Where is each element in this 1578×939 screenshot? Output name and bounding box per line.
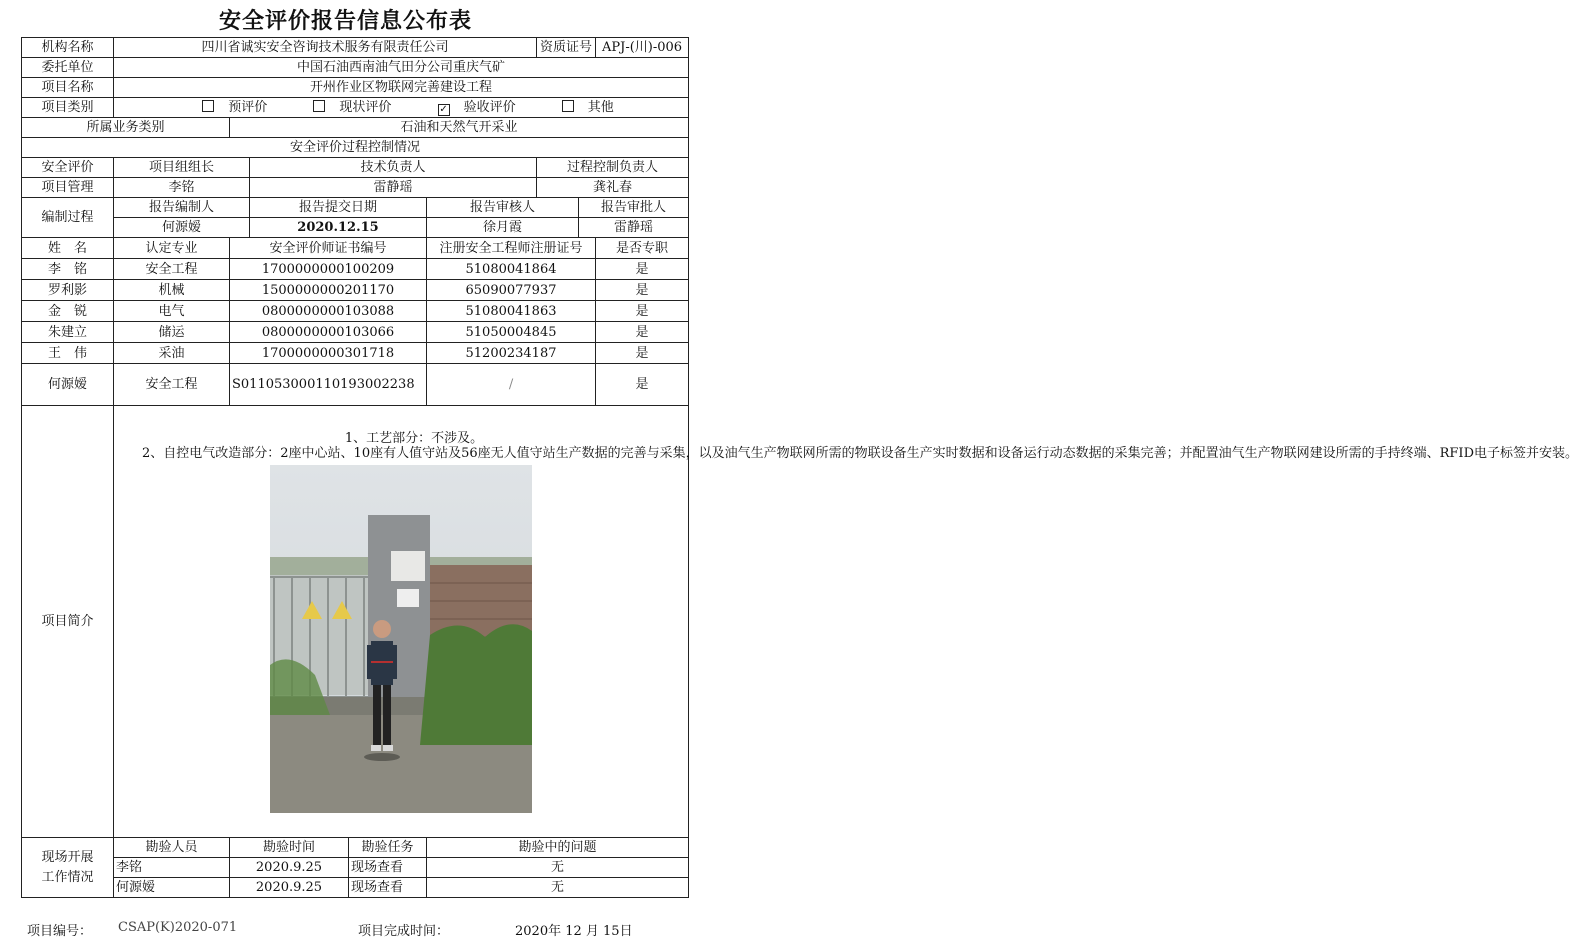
compile-approver: 雷静瑶: [579, 218, 689, 238]
site-header-issue: 勘验中的问题: [427, 838, 689, 858]
project-value: 开州作业区物联网完善建设工程: [114, 78, 689, 98]
checkbox-icon: [562, 100, 574, 112]
table-row: 何源嫒 安全工程 S011053000110193002238 / 是: [22, 364, 689, 406]
category-option-other[interactable]: 其他: [548, 100, 614, 115]
process-header: 安全评价过程控制情况: [22, 138, 689, 158]
checkbox-checked-icon: ✓: [439, 103, 448, 115]
org-row: [22, 38, 689, 58]
table-row: 金 锐 电气 0800000000103088 51080041863 是: [22, 301, 689, 322]
table-row: 何源嫒 2020.9.25 现场查看 无: [22, 878, 689, 898]
compile-role-author: 报告编制人: [114, 198, 250, 218]
site-label: 现场开展 工作情况: [22, 838, 114, 898]
compile-label: 编制过程: [22, 198, 114, 238]
management-label-1: 安全评价: [22, 158, 114, 178]
compile-role-approver: 报告审批人: [579, 198, 689, 218]
staff-header-reg: 注册安全工程师注册证号: [427, 238, 596, 259]
management-label-2: 项目管理: [22, 178, 114, 198]
completion-label: 项目完成时间：: [358, 924, 450, 939]
site-header-task: 勘验任务: [349, 838, 427, 858]
role-leader: 项目组组长: [114, 158, 250, 178]
cert-label: 资质证号: [537, 38, 596, 58]
project-number-value: CSAP(K)2020-071: [118, 920, 238, 935]
management-names-row: [22, 178, 689, 198]
process-header-row: [22, 138, 689, 158]
compile-reviewer: 徐月霞: [427, 218, 579, 238]
category-option-acceptance[interactable]: ✓ 验收评价: [439, 99, 516, 115]
role-process: 过程控制负责人: [537, 158, 689, 178]
org-value: 四川省诚实安全咨询技术服务有限责任公司: [114, 38, 537, 58]
business-row: [22, 118, 689, 138]
site-header-person: 勘验人员: [114, 838, 230, 858]
project-row: [22, 78, 689, 98]
footer: [0, 918, 691, 938]
category-options: [114, 98, 689, 118]
category-label: 项目类别: [22, 98, 114, 118]
table-row: 李铭 2020.9.25 现场查看 无: [22, 858, 689, 878]
staff-header-row: [22, 238, 689, 259]
checkbox-icon: [313, 100, 325, 112]
compile-role-date: 报告提交日期: [250, 198, 427, 218]
management-roles-row: [22, 158, 689, 178]
site-header-time: 勘验时间: [230, 838, 349, 858]
role-tech: 技术负责人: [250, 158, 537, 178]
name-tech: 雷静瑶: [250, 178, 537, 198]
staff-header-name: 姓 名: [22, 238, 114, 259]
business-value: 石油和天然气开采业: [230, 118, 689, 138]
project-number-label: 项目编号：: [27, 924, 93, 939]
name-leader: 李铭: [114, 178, 250, 198]
client-label: 委托单位: [22, 58, 114, 78]
name-process: 龚礼春: [537, 178, 689, 198]
site-photo: [270, 465, 532, 813]
cert-value: APJ-(川)-006: [596, 38, 689, 58]
compile-roles-row: [22, 198, 689, 218]
intro-content: [114, 406, 1578, 838]
intro-row: [22, 406, 689, 838]
table-row: 李 铭 安全工程 1700000000100209 51080041864 是: [22, 259, 689, 280]
report-info-table: [21, 37, 1578, 898]
business-label: 所属业务类别: [22, 118, 230, 138]
intro-para-1: 1、工艺部分：不涉及。: [344, 430, 484, 446]
table-row: 朱建立 储运 0800000000103066 51050004845 是: [22, 322, 689, 343]
staff-header-fulltime: 是否专职: [596, 238, 689, 259]
compile-values-row: [22, 218, 689, 238]
completion-value: 2020年 12 月 15日: [515, 924, 633, 939]
intro-para-2: 2、自控电气改造部分：2座中心站、10座有人值守站及56座无人值守站生产数据的完善与采集，以及油气生产物联网所需的物联设备生产实时数据和设备运行动态数据的采集完善；并配置油气生产物联网建设所需的手持终端、RFID电子标签并安装。: [142, 445, 1578, 461]
org-label: 机构名称: [22, 38, 114, 58]
client-value: 中国石油西南油气田分公司重庆气矿: [114, 58, 689, 78]
staff-header-cert: 安全评价师证书编号: [230, 238, 427, 259]
table-row: 王 伟 采油 1700000000301718 51200234187 是: [22, 343, 689, 364]
category-row: [22, 98, 689, 118]
page-title: 安全评价报告信息公布表: [218, 8, 472, 34]
compile-role-reviewer: 报告审核人: [427, 198, 579, 218]
table-row: 罗利影 机械 1500000000201170 65090077937 是: [22, 280, 689, 301]
site-header-row: [22, 838, 689, 858]
category-option-pre[interactable]: 预评价: [188, 100, 267, 115]
compile-date: 2020.12.15: [250, 218, 427, 238]
category-option-status[interactable]: 现状评价: [299, 100, 391, 115]
compile-author: 何源嫒: [114, 218, 250, 238]
checkbox-icon: [202, 100, 214, 112]
staff-header-major: 认定专业: [114, 238, 230, 259]
project-label: 项目名称: [22, 78, 114, 98]
client-row: [22, 58, 689, 78]
intro-label: 项目简介: [22, 406, 114, 838]
